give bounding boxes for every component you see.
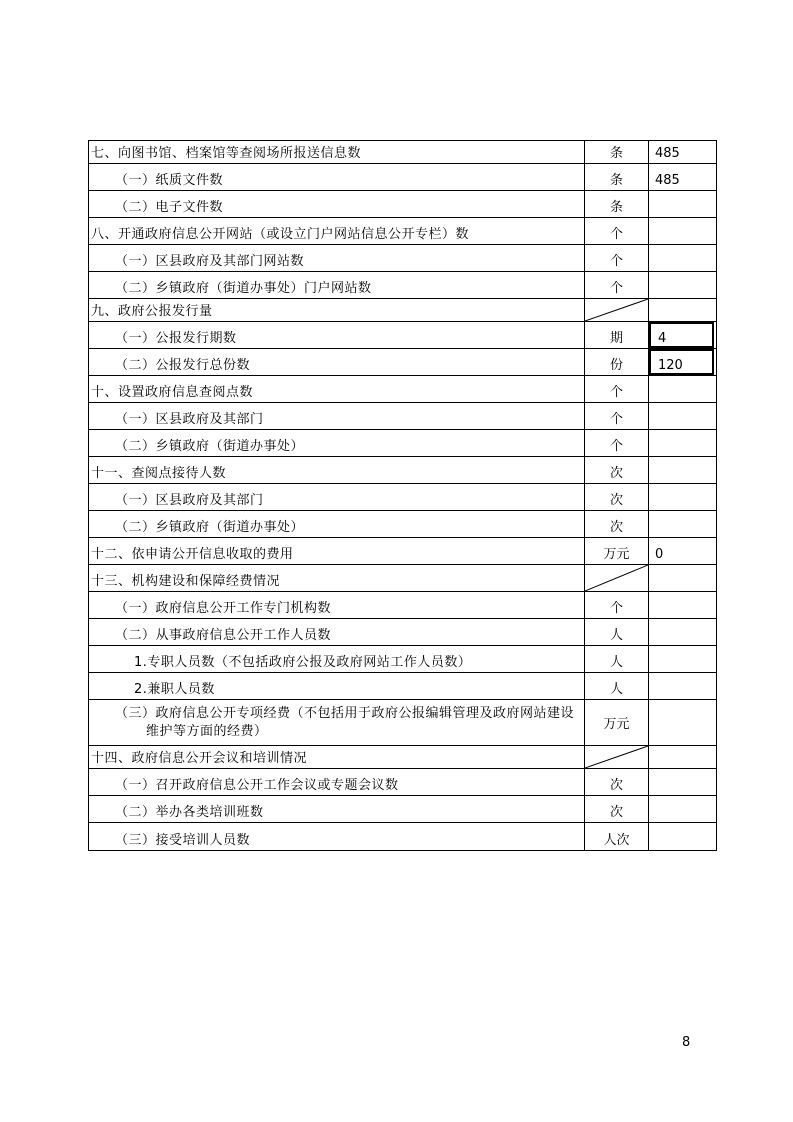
row-value — [649, 796, 714, 822]
row-label: （三）接受培训人员数 — [89, 823, 585, 850]
row-unit: 次 — [585, 484, 649, 510]
table-row — [89, 322, 716, 349]
row-label: （二）电子文件数 — [89, 191, 585, 217]
row-label: （二）公报发行总份数 — [89, 349, 585, 375]
row-label: （二）举办各类培训班数 — [89, 796, 585, 822]
diagonal-slash — [585, 746, 648, 768]
table-row — [89, 218, 716, 245]
row-unit: 个 — [585, 592, 649, 618]
table-row — [89, 376, 716, 403]
table-row — [89, 619, 716, 646]
table-row — [89, 191, 716, 218]
row-value — [649, 272, 714, 298]
row-label: 1.专职人员数（不包括政府公报及政府网站工作人员数） — [89, 646, 585, 672]
row-unit: 个 — [585, 376, 649, 402]
page-number: 8 — [682, 1035, 691, 1050]
row-value — [649, 823, 714, 850]
table-row — [89, 272, 716, 299]
row-value — [649, 511, 714, 537]
row-value — [649, 430, 714, 456]
row-label: （一）区县政府及其部门网站数 — [89, 245, 585, 271]
table-row — [89, 673, 716, 700]
table-row — [89, 592, 716, 619]
report-table — [88, 140, 717, 851]
row-value — [649, 299, 714, 321]
row-label: （一）区县政府及其部门 — [89, 403, 585, 429]
row-unit: 个 — [585, 245, 649, 271]
table-row — [89, 511, 716, 538]
table-row — [89, 823, 716, 850]
table-row — [89, 484, 716, 511]
row-label: （二）乡镇政府（街道办事处） — [89, 430, 585, 456]
row-unit: 个 — [585, 272, 649, 298]
table-row — [89, 299, 716, 322]
row-label: 十一、查阅点接待人数 — [89, 457, 585, 483]
row-unit — [585, 565, 649, 591]
row-unit: 条 — [585, 141, 649, 163]
row-unit: 万元 — [585, 538, 649, 564]
table-row — [89, 141, 716, 164]
row-value — [649, 376, 714, 402]
row-unit: 次 — [585, 511, 649, 537]
table-row — [89, 164, 716, 191]
row-value: 4 — [649, 322, 714, 348]
table-row — [89, 245, 716, 272]
row-label: 十三、机构建设和保障经费情况 — [89, 565, 585, 591]
row-label: （三）政府信息公开专项经费（不包括用于政府公报编辑管理及政府网站建设维护等方面的经费） — [89, 700, 585, 745]
row-label: 十、设置政府信息查阅点数 — [89, 376, 585, 402]
table-row — [89, 457, 716, 484]
row-unit: 个 — [585, 430, 649, 456]
row-value — [649, 769, 714, 795]
row-label: （一）纸质文件数 — [89, 164, 585, 190]
row-value — [649, 700, 714, 745]
table-row — [89, 538, 716, 565]
row-value: 485 — [655, 146, 680, 161]
table-row — [89, 430, 716, 457]
row-unit — [585, 299, 649, 321]
row-value — [649, 245, 714, 271]
row-value: 485 — [655, 173, 680, 188]
table-row — [89, 796, 716, 823]
table-row — [89, 700, 716, 746]
row-unit: 条 — [585, 191, 649, 217]
row-unit: 人 — [585, 673, 649, 699]
row-unit: 人 — [585, 646, 649, 672]
row-value — [649, 457, 714, 483]
diagonal-slash — [585, 299, 648, 321]
row-label: （二）乡镇政府（街道办事处）门户网站数 — [89, 272, 585, 298]
row-unit: 次 — [585, 457, 649, 483]
row-value: 120 — [649, 349, 714, 375]
table-row — [89, 746, 716, 769]
row-unit: 个 — [585, 403, 649, 429]
row-value — [649, 218, 714, 244]
row-unit: 份 — [585, 349, 649, 375]
row-value — [649, 746, 714, 768]
table-row — [89, 403, 716, 430]
table-row — [89, 646, 716, 673]
table-row — [89, 349, 716, 376]
table-row — [89, 565, 716, 592]
row-value: 0 — [655, 547, 664, 562]
row-label: （一）公报发行期数 — [89, 322, 585, 348]
row-unit: 期 — [585, 322, 649, 348]
row-label: （一）政府信息公开工作专门机构数 — [89, 592, 585, 618]
row-unit: 人 — [585, 619, 649, 645]
row-label: 十四、政府信息公开会议和培训情况 — [89, 746, 585, 768]
row-unit: 条 — [585, 164, 649, 190]
row-value — [649, 484, 714, 510]
row-label: （一）区县政府及其部门 — [89, 484, 585, 510]
diagonal-slash — [585, 565, 648, 591]
row-value — [649, 673, 714, 699]
row-label: 七、向图书馆、档案馆等查阅场所报送信息数 — [89, 141, 585, 163]
row-value — [649, 191, 714, 217]
row-label: 九、政府公报发行量 — [89, 299, 585, 321]
row-unit: 次 — [585, 769, 649, 795]
row-label: 八、开通政府信息公开网站（或设立门户网站信息公开专栏）数 — [89, 218, 585, 244]
row-label: 2.兼职人员数 — [89, 673, 585, 699]
row-value — [649, 403, 714, 429]
row-label: （一）召开政府信息公开工作会议或专题会议数 — [89, 769, 585, 795]
row-unit: 个 — [585, 218, 649, 244]
row-label: （二）乡镇政府（街道办事处） — [89, 511, 585, 537]
row-unit: 万元 — [585, 700, 649, 745]
row-unit: 次 — [585, 796, 649, 822]
row-value — [649, 592, 714, 618]
row-label: （二）从事政府信息公开工作人员数 — [89, 619, 585, 645]
row-unit — [585, 746, 649, 768]
row-unit: 人次 — [585, 823, 649, 850]
row-value — [649, 646, 714, 672]
row-value — [649, 619, 714, 645]
row-value — [649, 565, 714, 591]
table-row — [89, 769, 716, 796]
row-label: 十二、依申请公开信息收取的费用 — [89, 538, 585, 564]
